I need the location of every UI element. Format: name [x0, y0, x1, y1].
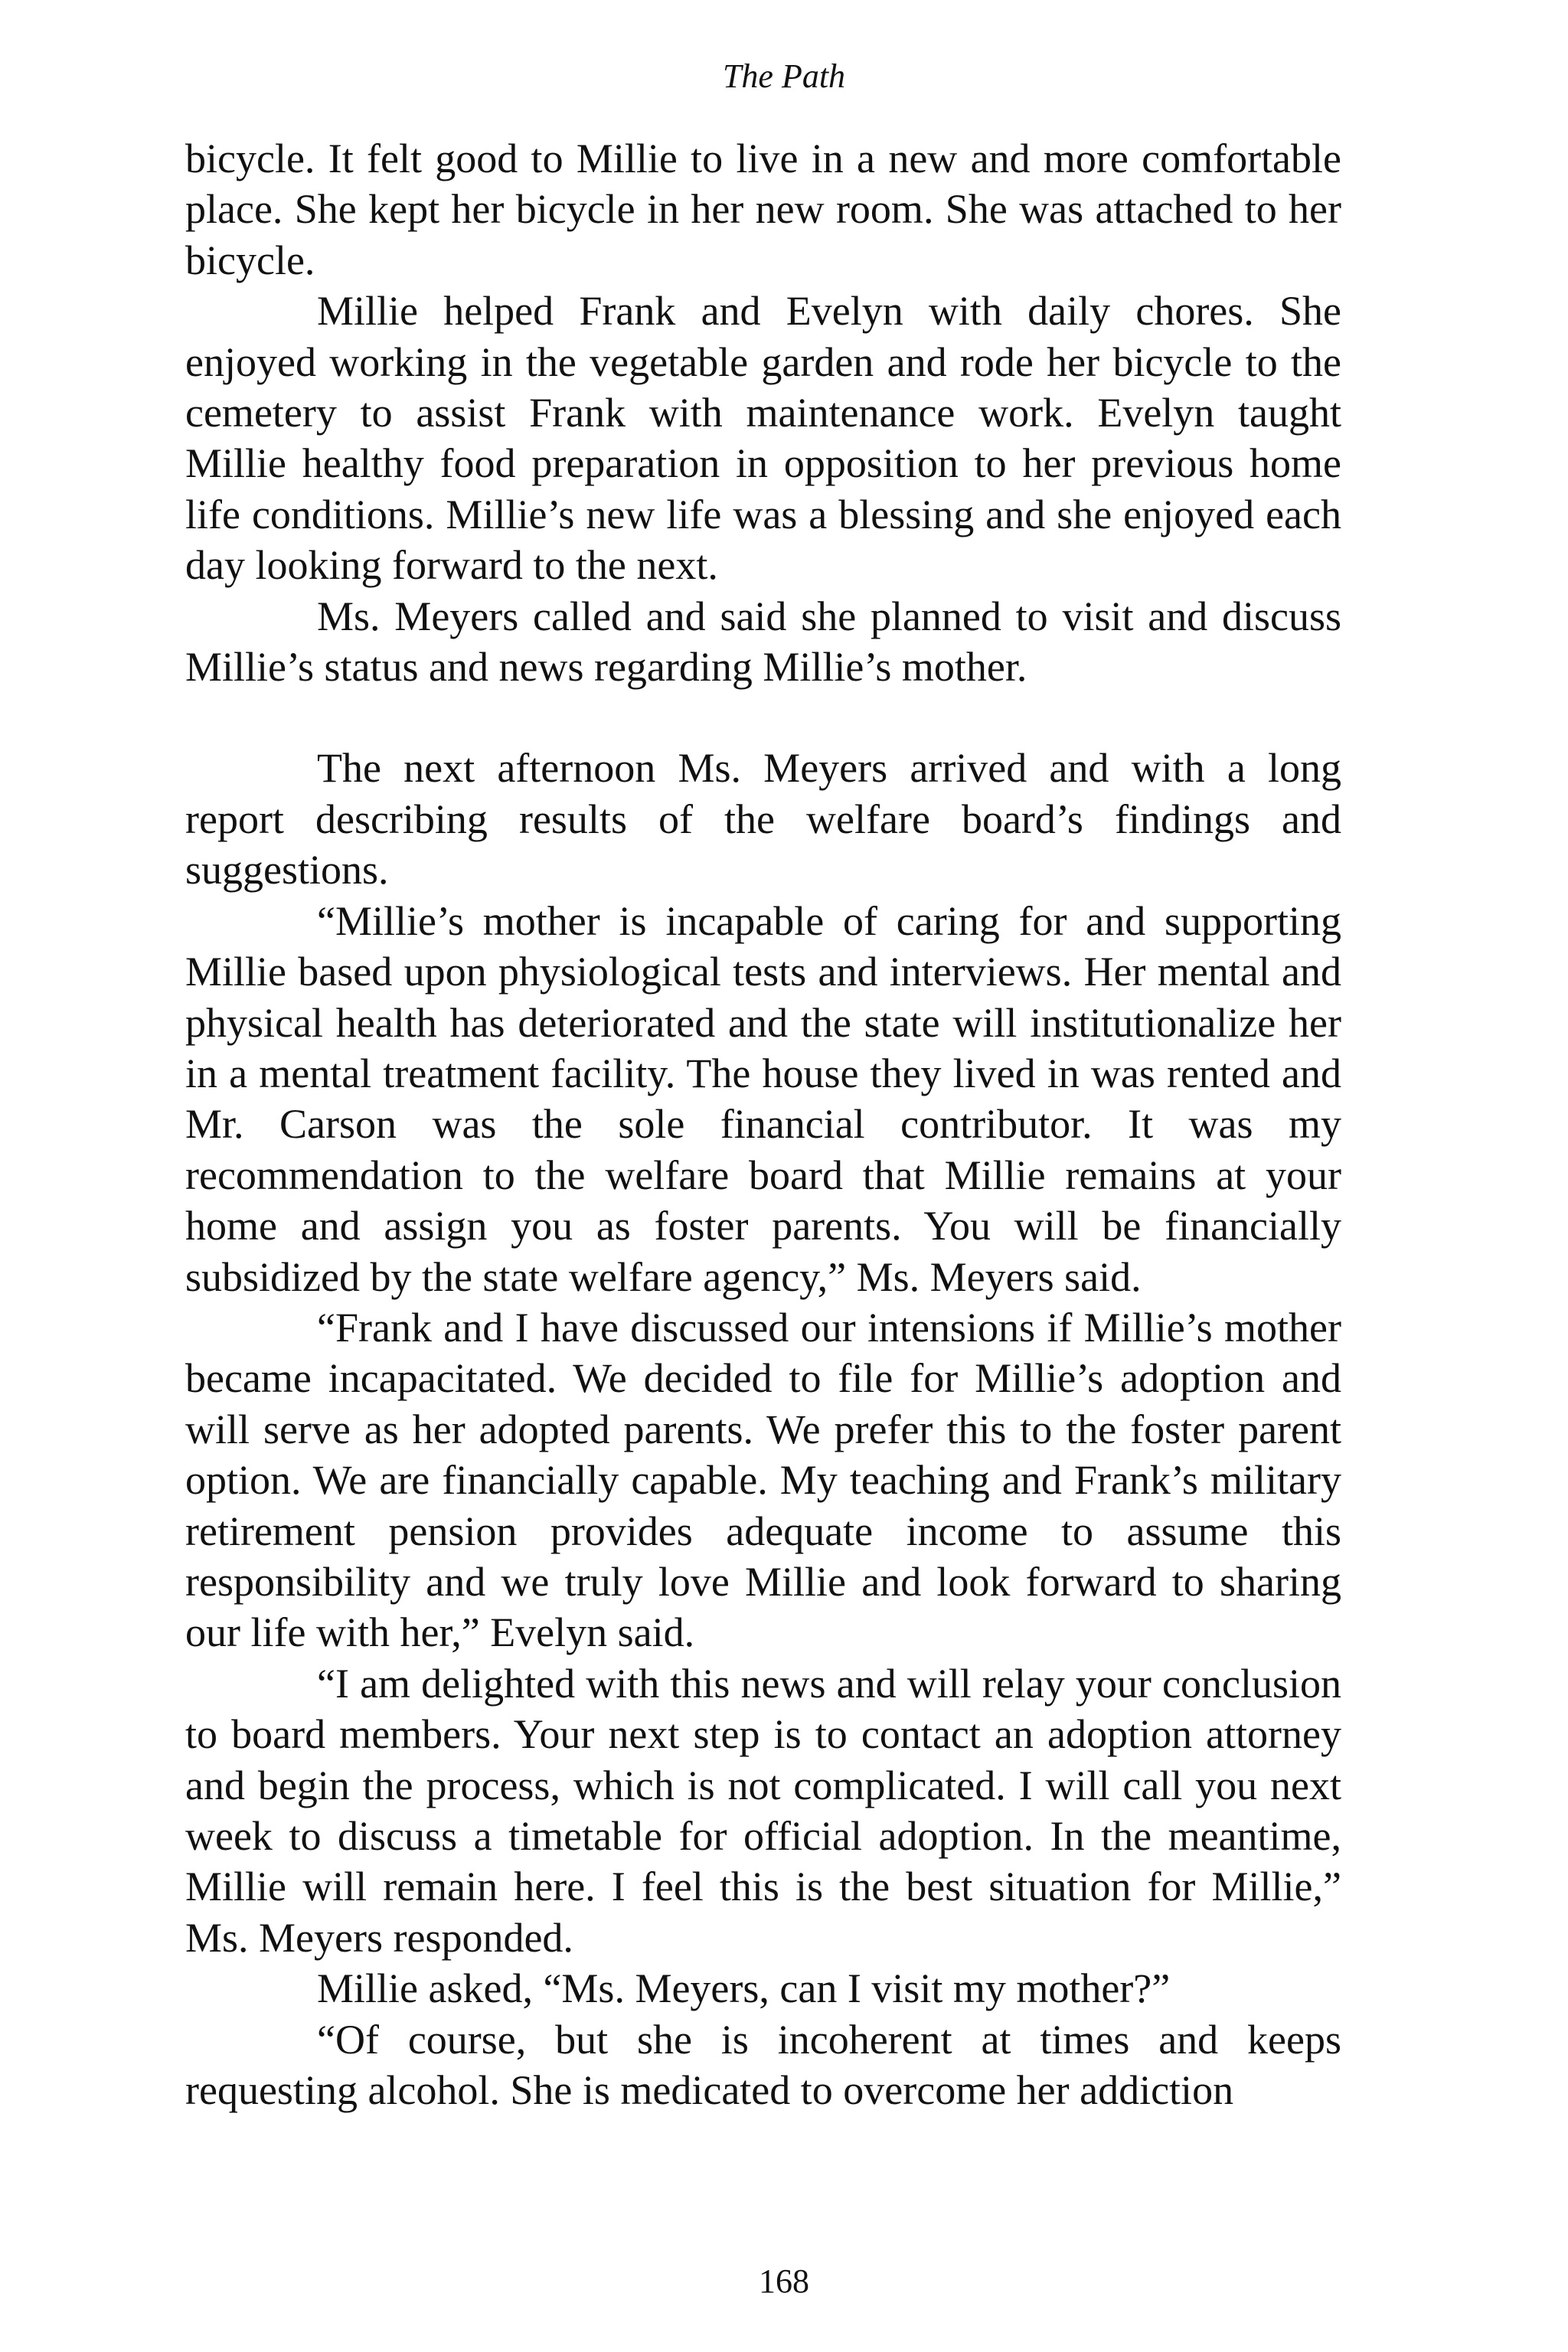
paragraph-continuation: bicycle. It felt good to Millie to live in a new and more comfortable place. She kept her bicycle in her new room. She was attached to her bicycle. [185, 136, 1341, 283]
paragraph: “Of course, but she is incoherent at times and keeps requesting alcohol. She is medicated to overcome her addiction [185, 2016, 1341, 2114]
paragraph: Millie asked, “Ms. Meyers, can I visit my mother?” [317, 1965, 1171, 2012]
body-text [185, 133, 1341, 2115]
paragraph: “Frank and I have discussed our intensions if Millie’s mother became incapacitated. We decided to file for Millie’s adoption and will serve as her adopted parents. We prefer this to the foster parent option. We are financially capable. My teaching and Frank’s military retirement pension provides adequate income to assume this responsibility and we truly love Millie and look forward to sharing our life with her,” Evelyn said. [185, 1304, 1341, 1656]
paragraph: “Millie’s mother is incapable of caring for and supporting Millie based upon physiological tests and interviews. Her mental and physical health has deteriorated and the state will institutionalize her in a mental treatment facility. The house they lived in was rented and Mr. Carson was the sole financial contributor. It was my recommendation to the welfare board that Millie remains at your home and assign you as foster parents. You will be financially subsidized by the state welfare agency,” Ms. Meyers said. [185, 897, 1341, 1300]
paragraph: Ms. Meyers called and said she planned to visit and discuss Millie’s status and news regarding Millie’s mother. [185, 593, 1341, 691]
paragraph: “I am delighted with this news and will relay your conclusion to board members. Your next step is to contact an adoption attorney and begin the process, which is not complicated. I will call you next week to discuss a timetable for official adoption. In the meantime, Millie will remain here. I feel this is the best situation for Millie,” Ms. Meyers responded. [185, 1660, 1341, 1961]
running-head-title: The Path [722, 57, 846, 95]
paragraph: Millie helped Frank and Evelyn with daily chores. She enjoyed working in the vegetable garden and rode her bicycle to the cemetery to assist Frank with maintenance work. Evelyn taught Millie healthy food preparation in opposition to her previous home life conditions. Millie’s new life was a blessing and she enjoyed each day looking forward to the next. [185, 288, 1341, 589]
scene-break-space [185, 692, 1341, 743]
page-number: 168 [759, 2262, 809, 2300]
paragraph: The next afternoon Ms. Meyers arrived and with a long report describing results of the welfare board’s findings and suggestions. [185, 745, 1341, 893]
